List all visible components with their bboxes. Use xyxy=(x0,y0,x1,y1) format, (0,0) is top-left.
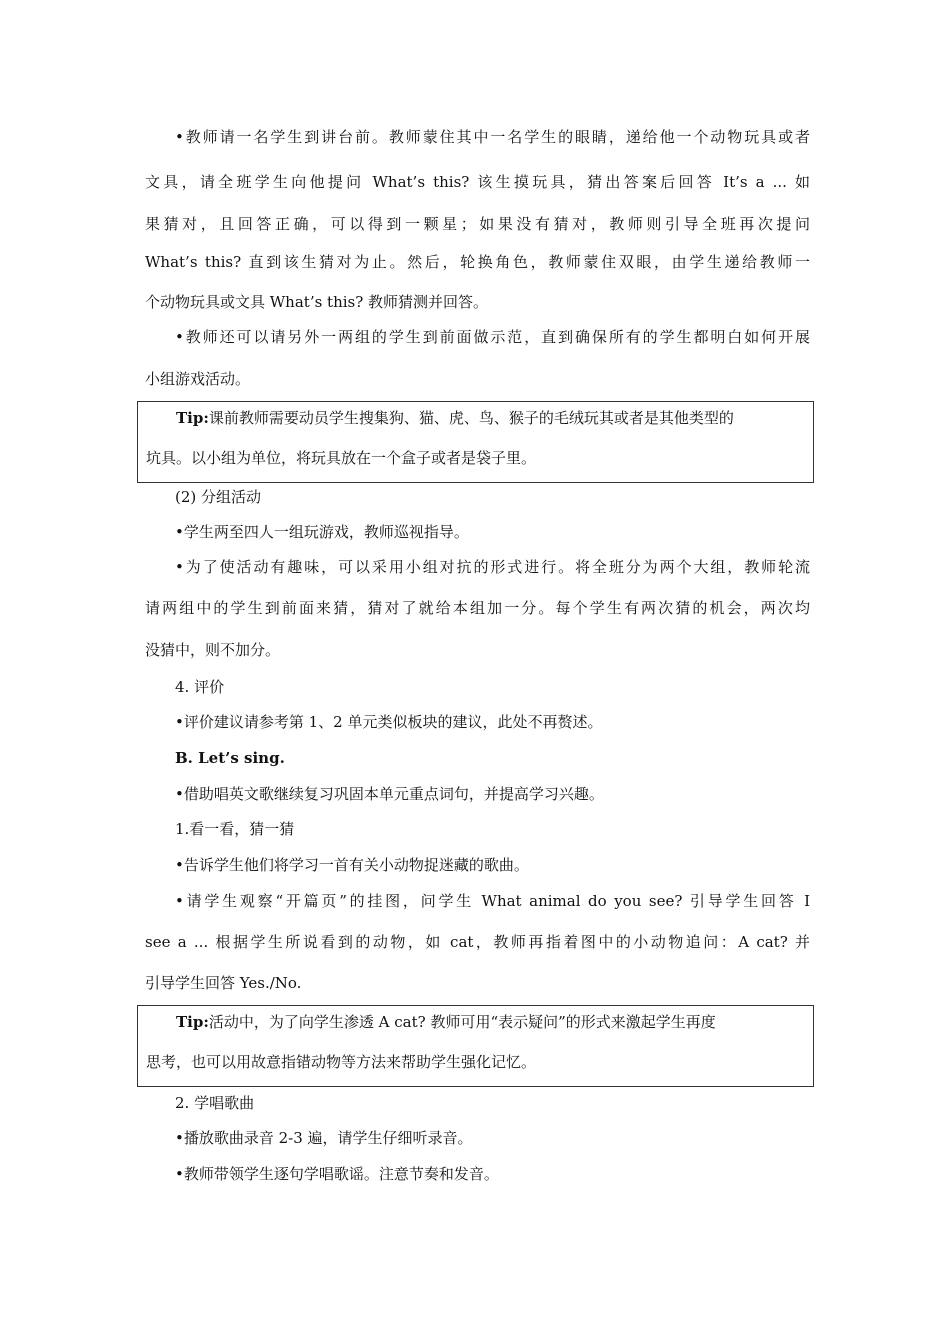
section-heading: 2. 学唱歌曲 xyxy=(175,1094,255,1112)
tip-line: 思考，也可以用故意指错动物等方法来帮助学生强化记忆。 xyxy=(146,1053,537,1071)
paragraph-line: •学生两至四人一组玩游戏，教师巡视指导。 xyxy=(175,523,469,541)
paragraph-line: 小组游戏活动。 xyxy=(145,370,251,388)
paragraph-line: 没猜中，则不加分。 xyxy=(145,641,281,659)
tip-line xyxy=(176,1012,806,1032)
paragraph-line: What’s this? 直到该生猜对为止。然后，轮换角色，教师蒙住双眼，由学生递给教师一 xyxy=(145,253,810,271)
tip-box xyxy=(137,1005,814,1087)
paragraph-line: •为了使活动有趣味，可以采用小组对抗的形式进行。将全班分为两个大组，教师轮流 xyxy=(175,558,810,576)
tip-line xyxy=(176,408,806,428)
section-heading: B. Let’s sing. xyxy=(175,749,285,767)
paragraph-line: 果猜对，且回答正确，可以得到一颗星；如果没有猜对，教师则引导全班再次提问 xyxy=(145,215,810,233)
paragraph-line: •请学生观察“开篇页”的挂图，问学生 What animal do you see? 引导学生回答 I xyxy=(175,892,810,910)
tip-line: 坑具。以小组为单位，将玩具放在一个盒子或者是袋子里。 xyxy=(146,449,537,467)
paragraph-line: •教师请一名学生到讲台前。教师蒙住其中一名学生的眼睛，递给他一个动物玩具或者 xyxy=(175,128,810,146)
paragraph-line: •告诉学生他们将学习一首有关小动物捉迷藏的歌曲。 xyxy=(175,856,529,874)
paragraph-line: •评价建议请参考第 1、2 单元类似板块的建议，此处不再赘述。 xyxy=(175,713,603,731)
paragraph-line: •教师带领学生逐句学唱歌谣。注意节奏和发音。 xyxy=(175,1165,499,1183)
paragraph-line: 文具，请全班学生向他提问 What’s this? 该生摸玩具，猜出答案后回答 It’s a ... 如 xyxy=(145,173,810,191)
tip-text: 活动中，为了向学生渗透 A cat? 教师可用“表示疑问”的形式来激起学生再度 xyxy=(208,1013,716,1031)
paragraph-line: •教师还可以请另外一两组的学生到前面做示范，直到确保所有的学生都明白如何开展 xyxy=(175,328,810,346)
tip-label: Tip: xyxy=(176,1013,209,1031)
section-heading: (2) 分组活动 xyxy=(175,488,262,506)
paragraph-line: 个动物玩具或文具 What’s this? 教师猜测并回答。 xyxy=(145,293,489,311)
paragraph-line: 引导学生回答 Yes./No. xyxy=(145,974,302,992)
section-heading: 1.看一看，猜一猜 xyxy=(175,820,295,838)
paragraph-line: •借助唱英文歌继续复习巩固本单元重点词句，并提高学习兴趣。 xyxy=(175,785,604,803)
tip-label: Tip: xyxy=(176,409,209,427)
paragraph-line: see a ... 根据学生所说看到的动物，如 cat，教师再指着图中的小动物追问：A cat? 并 xyxy=(145,933,810,951)
tip-box xyxy=(137,401,814,483)
paragraph-line: 请两组中的学生到前面来猜，猜对了就给本组加一分。每个学生有两次猜的机会，两次均 xyxy=(145,599,810,617)
tip-text: 课前教师需要动员学生搜集狗、猫、虎、鸟、猴子的毛绒玩其或者是其他类型的 xyxy=(208,409,734,427)
paragraph-line: •播放歌曲录音 2-3 遍，请学生仔细听录音。 xyxy=(175,1129,473,1147)
section-heading: 4. 评价 xyxy=(175,678,225,696)
